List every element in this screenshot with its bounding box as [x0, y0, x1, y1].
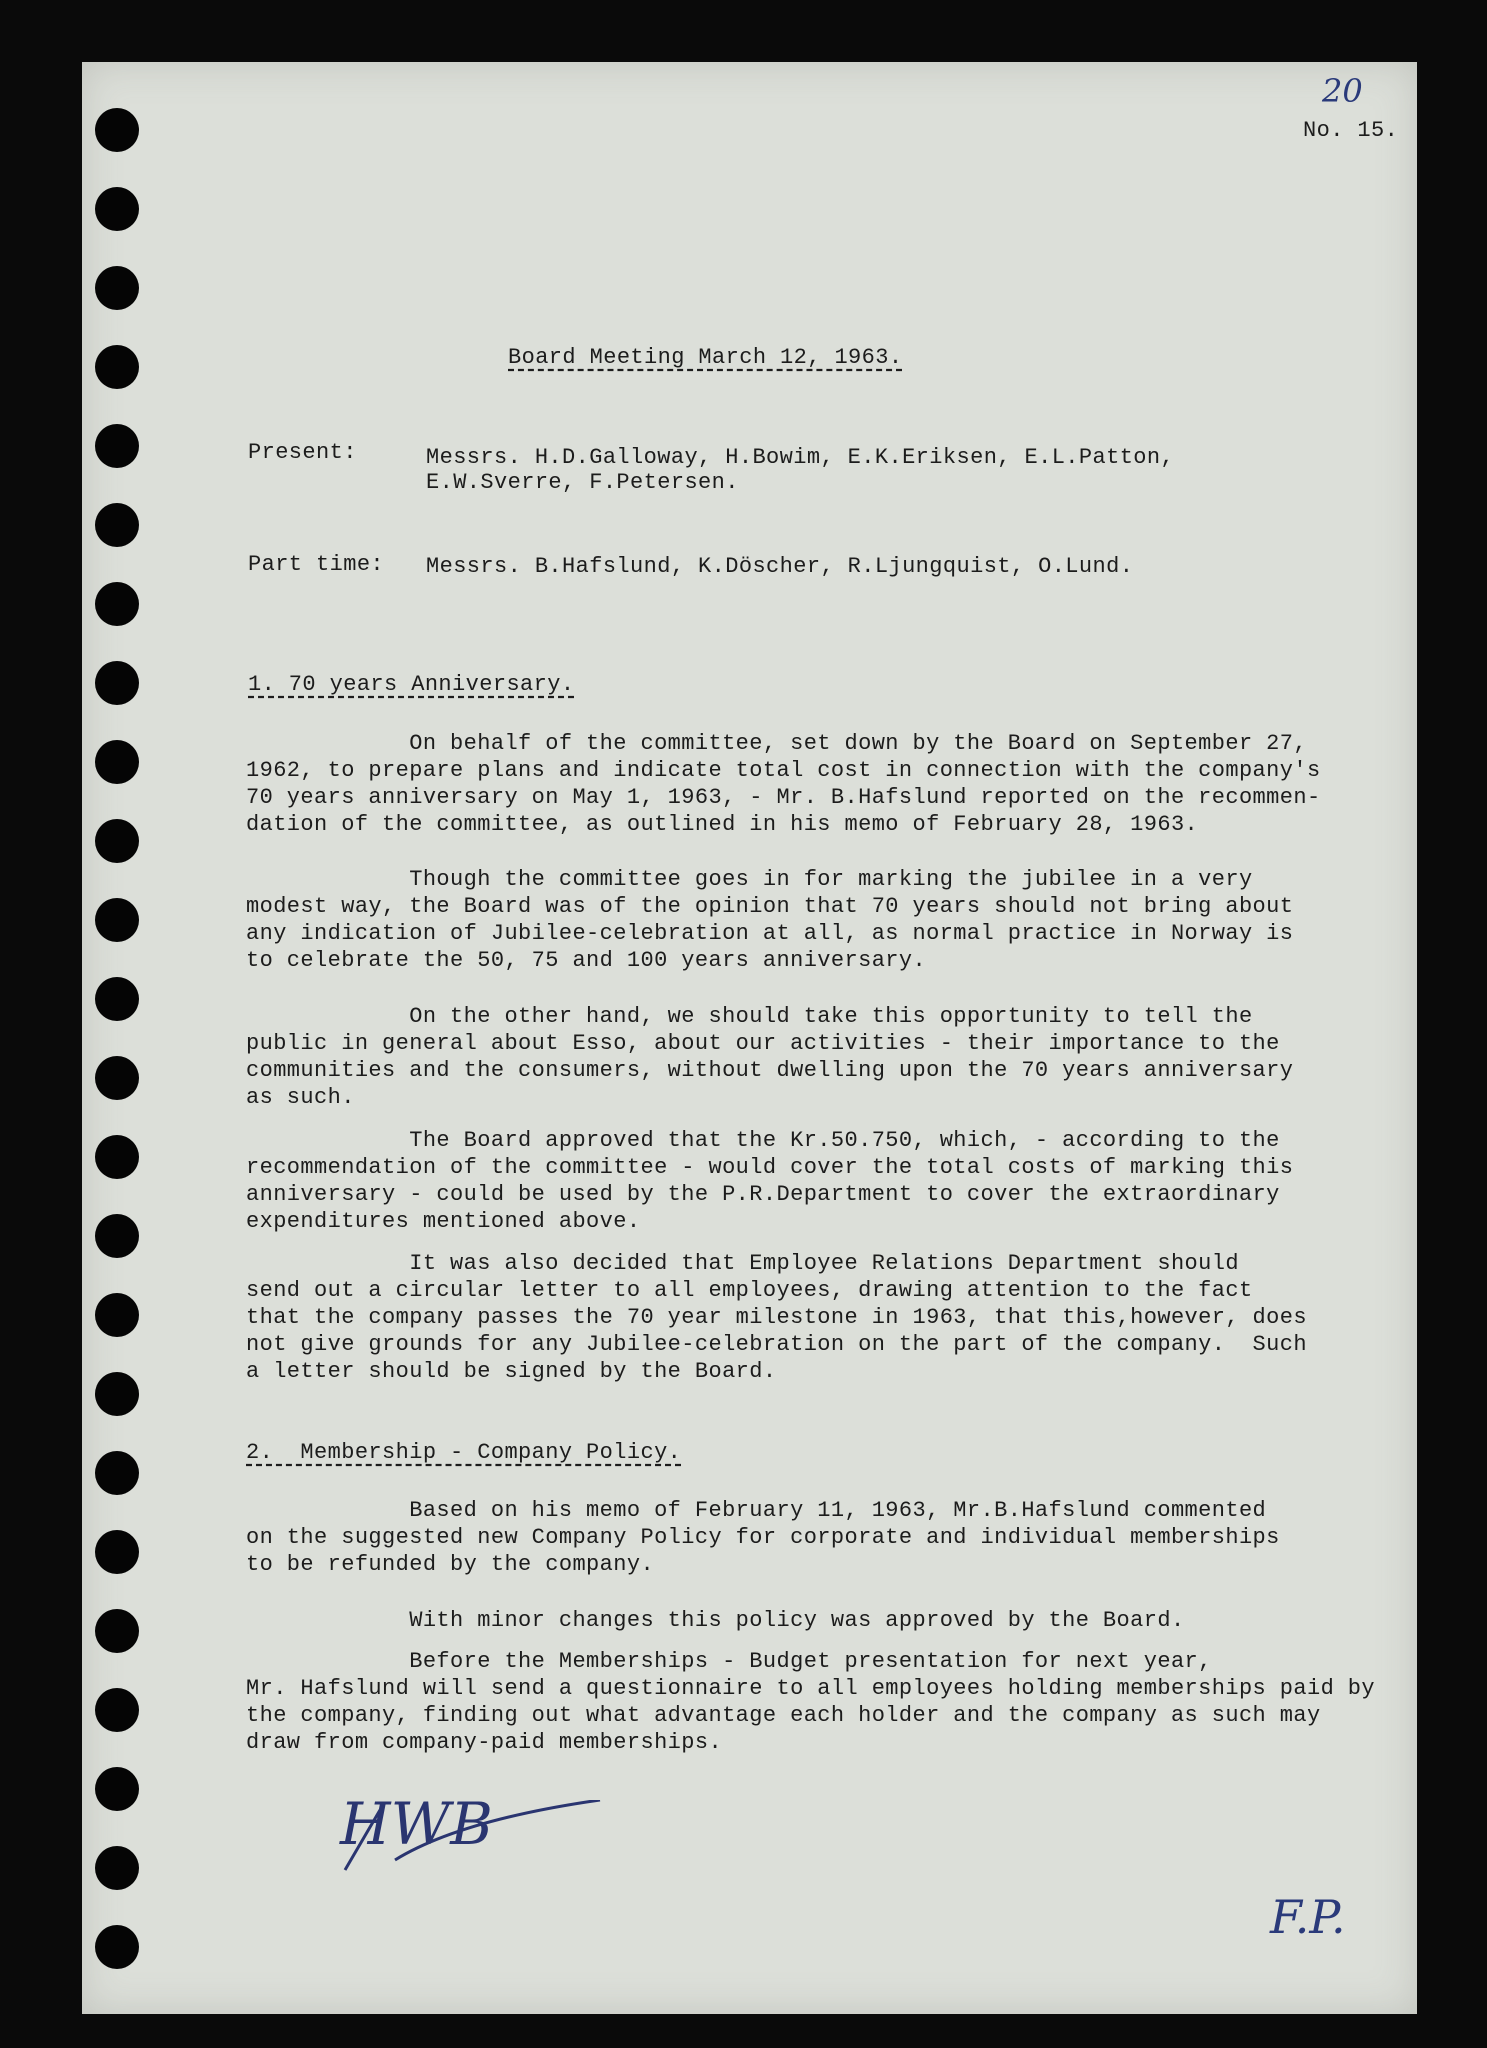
binder-hole — [95, 1925, 139, 1969]
binder-hole — [95, 503, 139, 547]
paragraph-line: The Board approved that the Kr.50.750, which, - according to the — [246, 1128, 1280, 1153]
binder-hole — [95, 1846, 139, 1890]
present-line-1: Messrs. H.D.Galloway, H.Bowim, E.K.Eriksen, E.L.Patton, — [426, 445, 1175, 470]
paragraph — [246, 730, 1366, 838]
paragraph-line: a letter should be signed by the Board. — [246, 1359, 777, 1384]
paragraph-line: modest way, the Board was of the opinion that 70 years should not bring about — [246, 894, 1294, 919]
paragraph-line: With minor changes this policy was approved by the Board. — [246, 1608, 1185, 1633]
binder-hole — [95, 1767, 139, 1811]
binder-hole — [95, 1135, 139, 1179]
parttime-label: Part time: — [248, 552, 385, 577]
paragraph-line: Based on his memo of February 11, 1963, Mr.B.Hafslund commented — [246, 1498, 1267, 1523]
paragraph — [246, 1127, 1366, 1235]
binder-hole — [95, 108, 139, 152]
paragraph-line: not give grounds for any Jubilee-celebration on the part of the company. Such — [246, 1332, 1307, 1357]
paragraph-line: On behalf of the committee, set down by the Board on September 27, — [246, 731, 1307, 756]
present-line-2: E.W.Sverre, F.Petersen. — [426, 470, 739, 495]
paragraph-line: Though the committee goes in for marking the jubilee in a very — [246, 867, 1253, 892]
binder-hole — [95, 266, 139, 310]
paragraph — [246, 1497, 1366, 1578]
binder-hole — [95, 1293, 139, 1337]
signature: HWB — [340, 1790, 493, 1858]
paragraph-line: to be refunded by the company. — [246, 1552, 655, 1577]
document-number: No. 15. — [1303, 118, 1399, 143]
present-label: Present: — [248, 440, 357, 465]
paragraph-line: draw from company-paid memberships. — [246, 1730, 723, 1755]
binder-hole — [95, 1609, 139, 1653]
paragraph-line: on the suggested new Company Policy for corporate and individual memberships — [246, 1525, 1280, 1550]
paragraph-line: recommendation of the committee - would cover the total costs of marking this — [246, 1155, 1294, 1180]
binder-hole — [95, 1530, 139, 1574]
binder-hole — [95, 1688, 139, 1732]
paragraph — [246, 1003, 1366, 1111]
initials-bottom-right: F.P. — [1270, 1890, 1346, 1944]
paragraph-line: Before the Memberships - Budget presentation for next year, — [246, 1649, 1212, 1674]
section-2-heading: 2. Membership - Company Policy. — [246, 1440, 682, 1465]
paragraph-line: to celebrate the 50, 75 and 100 years anniversary. — [246, 948, 927, 973]
binder-hole — [95, 819, 139, 863]
page-title: Board Meeting March 12, 1963. — [508, 345, 903, 370]
binder-hole — [95, 1451, 139, 1495]
binder-hole — [95, 345, 139, 389]
signature-stroke — [340, 1800, 610, 1880]
binder-hole — [95, 582, 139, 626]
paragraph — [246, 1250, 1366, 1385]
binder-hole — [95, 1372, 139, 1416]
binder-hole — [95, 898, 139, 942]
paragraph-line: anniversary - could be used by the P.R.Department to cover the extraordinary — [246, 1182, 1280, 1207]
paragraph-line: dation of the committee, as outlined in his memo of February 28, 1963. — [246, 812, 1199, 837]
binder-hole — [95, 740, 139, 784]
binder-hole — [95, 977, 139, 1021]
paragraph-line: expenditures mentioned above. — [246, 1209, 641, 1234]
section-1-heading: 1. 70 years Anniversary. — [248, 672, 575, 697]
parttime-value: Messrs. B.Hafslund, K.Döscher, R.Ljungquist, O.Lund. — [426, 554, 1134, 579]
paragraph-line: 1962, to prepare plans and indicate total cost in connection with the company's — [246, 758, 1321, 783]
paragraph-line: as such. — [246, 1085, 355, 1110]
paragraph-line: 70 years anniversary on May 1, 1963, - Mr. B.Hafslund reported on the recommen- — [246, 785, 1321, 810]
binder-hole — [95, 187, 139, 231]
paragraph-line: communities and the consumers, without dwelling upon the 70 years anniversary — [246, 1058, 1294, 1083]
paragraph-line: public in general about Esso, about our activities - their importance to the — [246, 1031, 1280, 1056]
paragraph — [246, 1648, 1375, 1756]
binder-hole — [95, 1056, 139, 1100]
paragraph-line: send out a circular letter to all employees, drawing attention to the fact — [246, 1278, 1253, 1303]
paragraph-line: the company, finding out what advantage each holder and the company as such may — [246, 1703, 1321, 1728]
binder-hole — [95, 424, 139, 468]
binder-hole — [95, 661, 139, 705]
paragraph-line: Mr. Hafslund will send a questionnaire to all employees holding memberships paid by — [246, 1676, 1375, 1701]
handwritten-page-number: 20 — [1322, 72, 1363, 110]
paragraph — [246, 866, 1366, 974]
paragraph-line: any indication of Jubilee-celebration at all, as normal practice in Norway is — [246, 921, 1294, 946]
paragraph-line: On the other hand, we should take this opportunity to tell the — [246, 1004, 1253, 1029]
paragraph — [246, 1607, 1366, 1634]
binder-hole — [95, 1214, 139, 1258]
paragraph-line: that the company passes the 70 year milestone in 1963, that this,however, does — [246, 1305, 1307, 1330]
paragraph-line: It was also decided that Employee Relations Department should — [246, 1251, 1239, 1276]
